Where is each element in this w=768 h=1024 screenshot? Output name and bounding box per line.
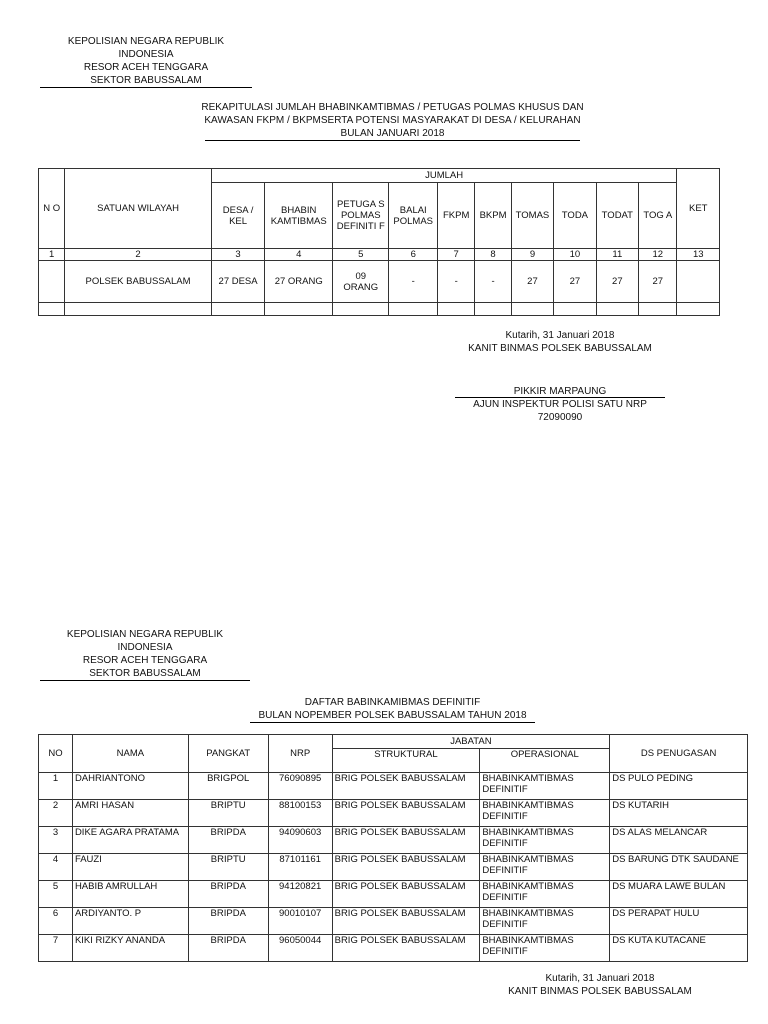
col-nrp: NRP [268, 735, 332, 773]
cell-nrp: 90010107 [268, 908, 332, 935]
cell-fkpm: - [437, 261, 474, 303]
col-satuan: SATUAN WILAYAH [65, 169, 212, 249]
cell-struktural: BRIG POLSEK BABUSSALAM [332, 827, 480, 854]
cell-no: 4 [39, 854, 73, 881]
cell-nrp: 88100153 [268, 800, 332, 827]
cell-struktural: BRIG POLSEK BABUSSALAM [332, 935, 480, 962]
table-row-empty [39, 303, 720, 316]
sig-position: KANIT BINMAS POLSEK BABUSSALAM [468, 343, 652, 354]
table-row [39, 935, 748, 962]
cell-pangkat: BRIPTU [188, 800, 268, 827]
cell-struktural: BRIG POLSEK BABUSSALAM [332, 773, 480, 800]
cell-struktural: BRIG POLSEK BABUSSALAM [332, 854, 480, 881]
col-balai: BALAI POLMAS [389, 183, 438, 249]
cell-toga: 27 [639, 261, 677, 303]
cell-petugas: 09 ORANG [333, 261, 389, 303]
cell-bhabin: 27 ORANG [265, 261, 333, 303]
babinkamtibmas-table [38, 734, 748, 962]
col-toga: TOG A [639, 183, 677, 249]
cell-operasional: BHABINKAMTIBMAS DEFINITIF [480, 773, 610, 800]
col-jabatan: JABATAN [332, 735, 610, 749]
table-row [39, 773, 748, 800]
num-cell: 2 [65, 249, 212, 261]
cell-no: 7 [39, 935, 73, 962]
cell-no: 1 [39, 773, 73, 800]
col-petugas: PETUGA S POLMAS DEFINITI F [333, 183, 389, 249]
table-row [39, 827, 748, 854]
col-ket: KET [677, 169, 720, 249]
cell-struktural: BRIG POLSEK BABUSSALAM [332, 908, 480, 935]
title-line-2: KAWASAN FKPM / BKPMSERTA POTENSI MASYARAKAT DI DESA / KELURAHAN [204, 115, 581, 126]
col-no: N O [39, 169, 65, 249]
cell-no: 2 [39, 800, 73, 827]
sig-place-date: Kutarih, 31 Januari 2018 [545, 973, 655, 984]
col-fkpm: FKPM [437, 183, 474, 249]
cell-satuan: POLSEK BABUSSALAM [65, 261, 212, 303]
num-cell: 1 [39, 249, 65, 261]
col-toda: TODA [554, 183, 596, 249]
cell-ds: DS KUTA KUTACANE [610, 935, 748, 962]
cell-no: 6 [39, 908, 73, 935]
cell-todat: 27 [596, 261, 638, 303]
doc1-header [40, 35, 252, 88]
num-cell: 12 [639, 249, 677, 261]
cell-no: 5 [39, 881, 73, 908]
cell-operasional: BHABINKAMTIBMAS DEFINITIF [480, 935, 610, 962]
cell-pangkat: BRIPDA [188, 935, 268, 962]
header-line-3: SEKTOR BABUSSALAM [40, 74, 252, 88]
cell-nrp: 94090603 [268, 827, 332, 854]
cell-pangkat: BRIPTU [188, 854, 268, 881]
cell-nama: HABIB AMRULLAH [72, 881, 188, 908]
cell-struktural: BRIG POLSEK BABUSSALAM [332, 881, 480, 908]
num-cell: 13 [677, 249, 720, 261]
sig-position: KANIT BINMAS POLSEK BABUSSALAM [508, 986, 692, 997]
cell-nama: FAUZI [72, 854, 188, 881]
num-cell: 10 [554, 249, 596, 261]
cell-nrp: 87101161 [268, 854, 332, 881]
number-row [39, 249, 720, 261]
cell-tomas: 27 [511, 261, 553, 303]
col-operasional: OPERASIONAL [480, 749, 610, 773]
col-tomas: TOMAS [511, 183, 553, 249]
cell-nama: DAHRIANTONO [72, 773, 188, 800]
cell-ds: DS MUARA LAWE BULAN [610, 881, 748, 908]
sig-place-date: Kutarih, 31 Januari 2018 [505, 330, 615, 341]
cell-nama: DIKE AGARA PRATAMA [72, 827, 188, 854]
cell-nama: ARDIYANTO. P [72, 908, 188, 935]
cell-pangkat: BRIGPOL [188, 773, 268, 800]
cell-operasional: BHABINKAMTIBMAS DEFINITIF [480, 800, 610, 827]
sig-rank: AJUN INSPEKTUR POLISI SATU NRP 72090090 [455, 397, 665, 424]
col-nama: NAMA [72, 735, 188, 773]
cell-balai: - [389, 261, 438, 303]
doc2-signature [490, 972, 710, 998]
table-row [39, 261, 720, 303]
col-desa: DESA / KEL [211, 183, 265, 249]
col-bkpm: BKPM [475, 183, 511, 249]
title-line-2: BULAN NOPEMBER POLSEK BABUSSALAM TAHUN 2018 [250, 709, 535, 723]
cell-pangkat: BRIPDA [188, 881, 268, 908]
cell-pangkat: BRIPDA [188, 908, 268, 935]
header-line-1: KEPOLISIAN NEGARA REPUBLIK INDONESIA [66, 629, 224, 653]
num-cell: 3 [211, 249, 265, 261]
col-struktural: STRUKTURAL [332, 749, 480, 773]
header-line-1: KEPOLISIAN NEGARA REPUBLIK INDONESIA [67, 36, 225, 60]
cell-operasional: BHABINKAMTIBMAS DEFINITIF [480, 854, 610, 881]
cell-operasional: BHABINKAMTIBMAS DEFINITIF [480, 827, 610, 854]
col-bhabin: BHABIN KAMTIBMAS [265, 183, 333, 249]
cell-operasional: BHABINKAMTIBMAS DEFINITIF [480, 881, 610, 908]
num-cell: 9 [511, 249, 553, 261]
header-line-2: RESOR ACEH TENGGARA [83, 62, 209, 73]
cell-ds: DS PULO PEDING [610, 773, 748, 800]
col-todat: TODAT [596, 183, 638, 249]
doc2-header [40, 628, 250, 681]
header-line-2: RESOR ACEH TENGGARA [82, 655, 208, 666]
col-ds: DS PENUGASAN [610, 735, 748, 773]
num-cell: 8 [475, 249, 511, 261]
num-cell: 6 [389, 249, 438, 261]
doc1-signature [455, 329, 665, 424]
cell-struktural: BRIG POLSEK BABUSSALAM [332, 800, 480, 827]
cell-nama: AMRI HASAN [72, 800, 188, 827]
cell-ds: DS KUTARIH [610, 800, 748, 827]
table-row [39, 854, 748, 881]
cell-pangkat: BRIPDA [188, 827, 268, 854]
cell [39, 261, 65, 303]
cell-nrp: 94120821 [268, 881, 332, 908]
cell-desa: 27 DESA [211, 261, 265, 303]
cell-nrp: 76090895 [268, 773, 332, 800]
cell-ket [677, 261, 720, 303]
num-cell: 11 [596, 249, 638, 261]
table-row [39, 881, 748, 908]
title-line-3: BULAN JANUARI 2018 [205, 127, 580, 141]
col-jumlah: JUMLAH [211, 169, 677, 183]
cell-ds: DS PERAPAT HULU [610, 908, 748, 935]
cell-no: 3 [39, 827, 73, 854]
cell-nama: KIKI RIZKY ANANDA [72, 935, 188, 962]
cell-ds: DS ALAS MELANCAR [610, 827, 748, 854]
title-line-1: REKAPITULASI JUMLAH BHABINKAMTIBMAS / PETUGAS POLMAS KHUSUS DAN [201, 102, 584, 113]
cell-operasional: BHABINKAMTIBMAS DEFINITIF [480, 908, 610, 935]
rekap-table [38, 168, 720, 316]
num-cell: 5 [333, 249, 389, 261]
table-row [39, 908, 748, 935]
doc2-title [250, 696, 535, 723]
cell-bkpm: - [475, 261, 511, 303]
sig-name: PIKKIR MARPAUNG [513, 386, 607, 397]
table-row [39, 800, 748, 827]
col-no: NO [39, 735, 73, 773]
cell-nrp: 96050044 [268, 935, 332, 962]
num-cell: 4 [265, 249, 333, 261]
doc1-title [195, 101, 590, 141]
num-cell: 7 [437, 249, 474, 261]
title-line-1: DAFTAR BABINKAMIBMAS DEFINITIF [304, 697, 481, 708]
col-pangkat: PANGKAT [188, 735, 268, 773]
header-line-3: SEKTOR BABUSSALAM [40, 667, 250, 681]
cell-ds: DS BARUNG DTK SAUDANE [610, 854, 748, 881]
cell-toda: 27 [554, 261, 596, 303]
